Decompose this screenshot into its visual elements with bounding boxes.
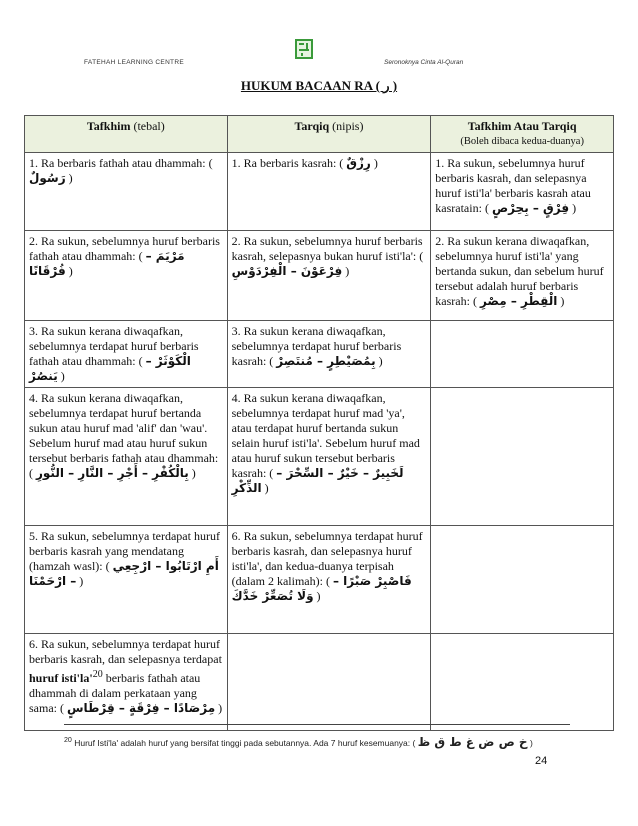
table-row — [25, 153, 614, 231]
arabic-example: فَاصْبِرْ صَبْرًا – وَلَا تُصَعِّرْ خَدَّكَ — [231, 574, 412, 603]
footnote-ref: 20 — [92, 669, 103, 680]
arabic-example: الْكَوْثَرْ – يَنصُرْ — [29, 354, 191, 383]
rule-bold-term: huruf isti'la' — [29, 671, 93, 685]
footnote-divider — [64, 724, 570, 725]
table-cell — [431, 634, 614, 731]
rule-text: 1. Ra sukun, sebelumnya huruf berbaris kasrah, dan selepasnya huruf isti'la' berbaris kasrah atau kasratain: — [435, 156, 591, 215]
arabic-example: فِرْقٍ – بِحِرْصٍ — [491, 201, 570, 215]
rule-text: 4. Ra sukun kerana diwaqafkan, sebelumnya terdapat huruf bertanda sukun atau huruf mad 'alif' dan 'wau'. Sebelum huruf mad atau huruf sukun tersebut berbaris fathah atau dhammah: — [29, 391, 219, 465]
table-cell: 1. Ra berbaris fathah atau dhammah: ( رَسُولٌ ) — [25, 153, 228, 231]
arabic-example: أَمِ ارْتَابُوا – ارْجِعِي – ارْحَمْنَا — [29, 559, 219, 588]
table-row — [25, 231, 614, 321]
table-header-row — [25, 116, 614, 153]
table-cell — [431, 321, 614, 388]
table-cell: 2. Ra sukun, sebelumnya huruf berbaris fathah atau dhammah: ( مَرْيَمَ – فُرْقَانًا ) — [25, 231, 228, 321]
rule-text: 5. Ra sukun, sebelumnya terdapat huruf berbaris kasrah yang mendatang (hamzah wasl): — [29, 529, 220, 573]
logo-icon — [295, 39, 313, 59]
table-cell: 4. Ra sukun kerana diwaqafkan, sebelumnya terdapat huruf bertanda sukun atau huruf mad 'alif' dan 'wau'. Sebelum huruf mad atau huruf sukun tersebut berbaris fathah atau dhammah: ( بِالْكُفْرِ – أَجْرِ – النَّارِ – النُّورِ ) — [25, 388, 228, 526]
table-row — [25, 321, 614, 388]
rule-text: berbaris fathah atau dhammah di dalam perkataan yang sama: — [29, 671, 201, 715]
rule-text: 1. Ra berbaris fathah atau dhammah: — [29, 156, 206, 170]
rule-text: 2. Ra sukun, sebelumnya huruf berbaris kasrah, selepasnya bukan huruf isti'la': — [231, 234, 423, 263]
table-cell: 3. Ra sukun kerana diwaqafkan, sebelumnya terdapat huruf berbaris kasrah: ( بِمُصَيْطِرٍ – مُنتَصِرْ ) — [227, 321, 431, 388]
arabic-example: رِزْقٌ — [346, 156, 371, 170]
table-cell: 1. Ra sukun, sebelumnya huruf berbaris kasrah, dan selepasnya huruf isti'la' berbaris kasrah atau kasratain: ( فِرْقٍ – بِحِرْصٍ ) — [431, 153, 614, 231]
column-header: Tarqiq (nipis) — [227, 116, 431, 153]
rule-text: 3. Ra sukun kerana diwaqafkan, sebelumnya terdapat huruf berbaris fathah atau dhammah: — [29, 324, 199, 368]
table-cell: 2. Ra sukun kerana diwaqafkan, sebelumnya huruf isti'la' yang bertanda sukun, dan sebelum huruf tersebut adalah huruf berbaris kasrah: ( الْقِطْرِ – مِصْرِ ) — [431, 231, 614, 321]
table-cell: 6. Ra sukun, sebelumnya terdapat huruf berbaris kasrah, dan selepasnya huruf isti'la', dan kedua-duanya terpisah (dalam 2 kalimah): ( فَاصْبِرْ صَبْرًا – وَلَا تُصَعِّرْ خَدَّكَ ) — [227, 526, 431, 634]
arabic-example: لَخَبِيرٌ – خَيْرٌ – السِّحْرَ – الذِّكْرِ — [231, 466, 404, 495]
rule-text: 2. Ra sukun kerana diwaqafkan, sebelumnya huruf isti'la' yang bertanda sukun, dan sebelum huruf tersebut adalah huruf berbaris kasrah: — [435, 234, 604, 308]
table-cell: 3. Ra sukun kerana diwaqafkan, sebelumnya terdapat huruf berbaris fathah atau dhammah: ( الْكَوْثَرْ – يَنصُرْ ) — [25, 321, 228, 388]
column-header: Tafkhim Atau Tarqiq (Boleh dibaca kedua-duanya) — [431, 116, 614, 153]
rule-text: 1. Ra berbaris kasrah: — [231, 156, 337, 170]
arabic-example: بِالْكُفْرِ – أَجْرِ – النَّارِ – النُّورِ — [36, 466, 189, 480]
table-row — [25, 388, 614, 526]
arabic-example: الْقِطْرِ – مِصْرِ — [479, 294, 558, 308]
rule-text: 3. Ra sukun kerana diwaqafkan, sebelumnya terdapat huruf berbaris kasrah: — [231, 324, 402, 368]
table-cell: 4. Ra sukun kerana diwaqafkan, sebelumnya terdapat huruf mad 'ya', atau terdapat huruf bertanda sukun selain huruf isti'la'. Sebelum huruf mad atau huruf sukun tersebut berbaris kasrah: ( لَخَبِيرٌ – خَيْرٌ – السِّحْرَ – الذِّكْرِ ) — [227, 388, 431, 526]
rule-text: 2. Ra sukun, sebelumnya huruf berbaris fathah atau dhammah: — [29, 234, 220, 263]
table-cell — [431, 526, 614, 634]
table-row — [25, 526, 614, 634]
table-cell: 6. Ra sukun, sebelumnya terdapat huruf berbaris kasrah, dan selepasnya terdapat huruf $isti'la'^{20}$ berbaris fathah atau dhammah di dalam perkataan yang sama: ( مِرْصَادًا – فِرْقَةٍ – قِرْطَاسٍ ) — [25, 634, 228, 731]
rule-text: 4. Ra sukun kerana diwaqafkan, sebelumnya terdapat huruf mad 'ya', atau terdapat huruf bertanda sukun selain huruf isti'la'. Sebelum huruf mad atau huruf sukun tersebut berbaris kasrah: — [231, 391, 420, 480]
rule-text: 6. Ra sukun, sebelumnya terdapat huruf berbaris kasrah, dan selepasnya terdapat — [29, 637, 222, 666]
table-cell: 5. Ra sukun, sebelumnya terdapat huruf berbaris kasrah yang mendatang (hamzah wasl): ( أَمِ ارْتَابُوا – ارْجِعِي – ارْحَمْنَا ) — [25, 526, 228, 634]
header-right: Seronoknya Cinta Al-Quran — [384, 59, 464, 66]
table-cell: 2. Ra sukun, sebelumnya huruf berbaris kasrah, selepasnya bukan huruf isti'la': ( فِرْعَوْنَ – الْفِرْدَوْسِ ) — [227, 231, 431, 321]
arabic-example: مِرْصَادًا – فِرْقَةٍ – قِرْطَاسٍ — [67, 701, 216, 715]
arabic-example: بِمُصَيْطِرٍ – مُنتَصِرْ — [276, 354, 376, 368]
rule-text: 6. Ra sukun, sebelumnya terdapat huruf berbaris kasrah, dan selepasnya huruf isti'la', dan kedua-duanya terpisah (dalam 2 kalimah): — [231, 529, 423, 588]
table-row — [25, 634, 614, 731]
page-number: 24 — [535, 755, 548, 767]
rules-table — [24, 115, 614, 731]
arabic-example: مَرْيَمَ – فُرْقَانًا — [29, 249, 185, 278]
column-header: Tafkhim (tebal) — [25, 116, 228, 153]
table-cell: 1. Ra berbaris kasrah: ( رِزْقٌ ) — [227, 153, 431, 231]
page-title: HUKUM BACAAN RA ( ر ) — [240, 78, 398, 93]
table-cell — [431, 388, 614, 526]
arabic-example: فِرْعَوْنَ – الْفِرْدَوْسِ — [231, 264, 343, 278]
table-cell — [227, 634, 431, 731]
footnote: $^{20}$ Huruf Isti'la' adalah huruf yang bersifat tinggi pada sebutannya. Ada 7 huruf kesemuanya: ( خ ص ض غ ط ق ظ ) — [64, 735, 533, 749]
header-left: FATEHAH LEARNING CENTRE — [84, 59, 184, 66]
arabic-example: رَسُولٌ — [29, 171, 66, 185]
